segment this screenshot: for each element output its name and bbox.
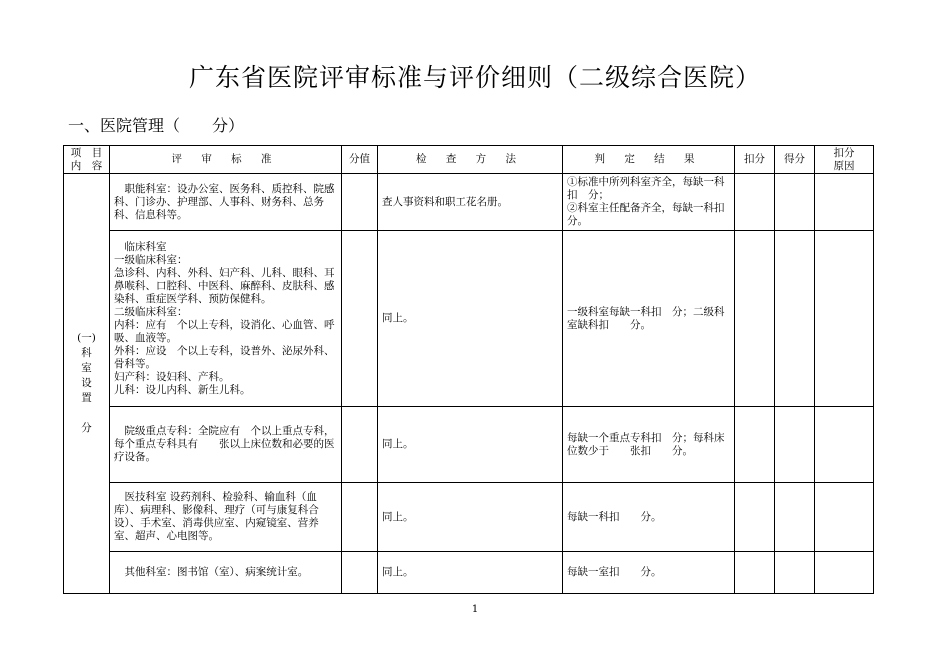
evaluation-table bbox=[63, 145, 874, 594]
cell-obtained bbox=[775, 174, 815, 231]
header-result: 判 定 结 果 bbox=[563, 146, 735, 174]
cell-deduct bbox=[735, 231, 775, 407]
cell-score bbox=[342, 552, 378, 594]
header-standard: 评 审 标 准 bbox=[110, 146, 342, 174]
cell-score bbox=[342, 407, 378, 483]
cell-reason bbox=[815, 231, 874, 407]
cell-obtained bbox=[775, 483, 815, 552]
cell-deduct bbox=[735, 483, 775, 552]
cell-standard: 临床科室 一级临床科室： 急诊科、内科、外科、妇产科、儿科、眼科、耳鼻喉科、口腔科、中医科、麻醉科、皮肤科、感染科、重症医学科、预防保健科。 二级临床科室： 内科：应有 个以上专科，设消化、心血管、呼吸、血液等。 外科：应设 个以上专科，设普外、泌尿外科、骨科等。 妇产科：设妇科、产科。 儿科：设儿内科、新生儿科。 bbox=[110, 231, 342, 407]
cell-reason bbox=[815, 552, 874, 594]
cell-obtained bbox=[775, 407, 815, 483]
cell-method: 同上。 bbox=[378, 483, 563, 552]
cell-standard: 医技科室 设药剂科、检验科、输血科（血库）、病理科、影像科、理疗（可与康复科合设）、手术室、消毒供应室、内窥镜室、营养室、超声、心电图等。 bbox=[110, 483, 342, 552]
cell-method: 同上。 bbox=[378, 407, 563, 483]
cell-score bbox=[342, 231, 378, 407]
table-row bbox=[64, 174, 874, 231]
header-reason: 扣分 原因 bbox=[815, 146, 874, 174]
table-row bbox=[64, 407, 874, 483]
cell-result: 每缺一个重点专科扣 分；每科床位数少于 张扣 分。 bbox=[563, 407, 735, 483]
cell-method: 同上。 bbox=[378, 552, 563, 594]
cell-result: 每缺一科扣 分。 bbox=[563, 483, 735, 552]
cell-standard: 其他科室：图书馆（室）、病案统计室。 bbox=[110, 552, 342, 594]
cell-obtained bbox=[775, 231, 815, 407]
header-score: 分值 bbox=[342, 146, 378, 174]
cell-method: 查人事资料和职工花名册。 bbox=[378, 174, 563, 231]
table-row bbox=[64, 483, 874, 552]
cell-score bbox=[342, 174, 378, 231]
header-obtained: 得分 bbox=[775, 146, 815, 174]
cell-method: 同上。 bbox=[378, 231, 563, 407]
document-title: 广东省医院评审标准与评价细则（二级综合医院） bbox=[188, 63, 761, 92]
cell-score bbox=[342, 483, 378, 552]
table-row bbox=[64, 552, 874, 594]
header-item: 项 目 内 容 bbox=[64, 146, 110, 174]
cell-standard: 院级重点专科：全院应有 个以上重点专科，每个重点专科具有 张以上床位数和必要的医疗设备。 bbox=[110, 407, 342, 483]
header-method: 检 查 方 法 bbox=[378, 146, 563, 174]
table-row bbox=[64, 231, 874, 407]
cell-standard: 职能科室：设办公室、医务科、质控科、院感科、门诊办、护理部、人事科、财务科、总务科、信息科等。 bbox=[110, 174, 342, 231]
cell-obtained bbox=[775, 552, 815, 594]
cell-result: 一级科室每缺一科扣 分；二级科室缺科扣 分。 bbox=[563, 231, 735, 407]
cell-deduct bbox=[735, 552, 775, 594]
cell-result: 每缺一室扣 分。 bbox=[563, 552, 735, 594]
table-header-row bbox=[64, 146, 874, 174]
section-heading: 一、医院管理（ 分） bbox=[68, 116, 245, 135]
cell-reason bbox=[815, 174, 874, 231]
header-deduct: 扣分 bbox=[735, 146, 775, 174]
page-number: 1 bbox=[471, 604, 479, 615]
cell-reason bbox=[815, 407, 874, 483]
group-label: (一) 科 室 设 置 分 bbox=[64, 174, 110, 594]
cell-deduct bbox=[735, 407, 775, 483]
cell-reason bbox=[815, 483, 874, 552]
cell-result: ①标准中所列科室齐全，每缺一科扣 分； ②科室主任配备齐全，每缺一科扣 分。 bbox=[563, 174, 735, 231]
